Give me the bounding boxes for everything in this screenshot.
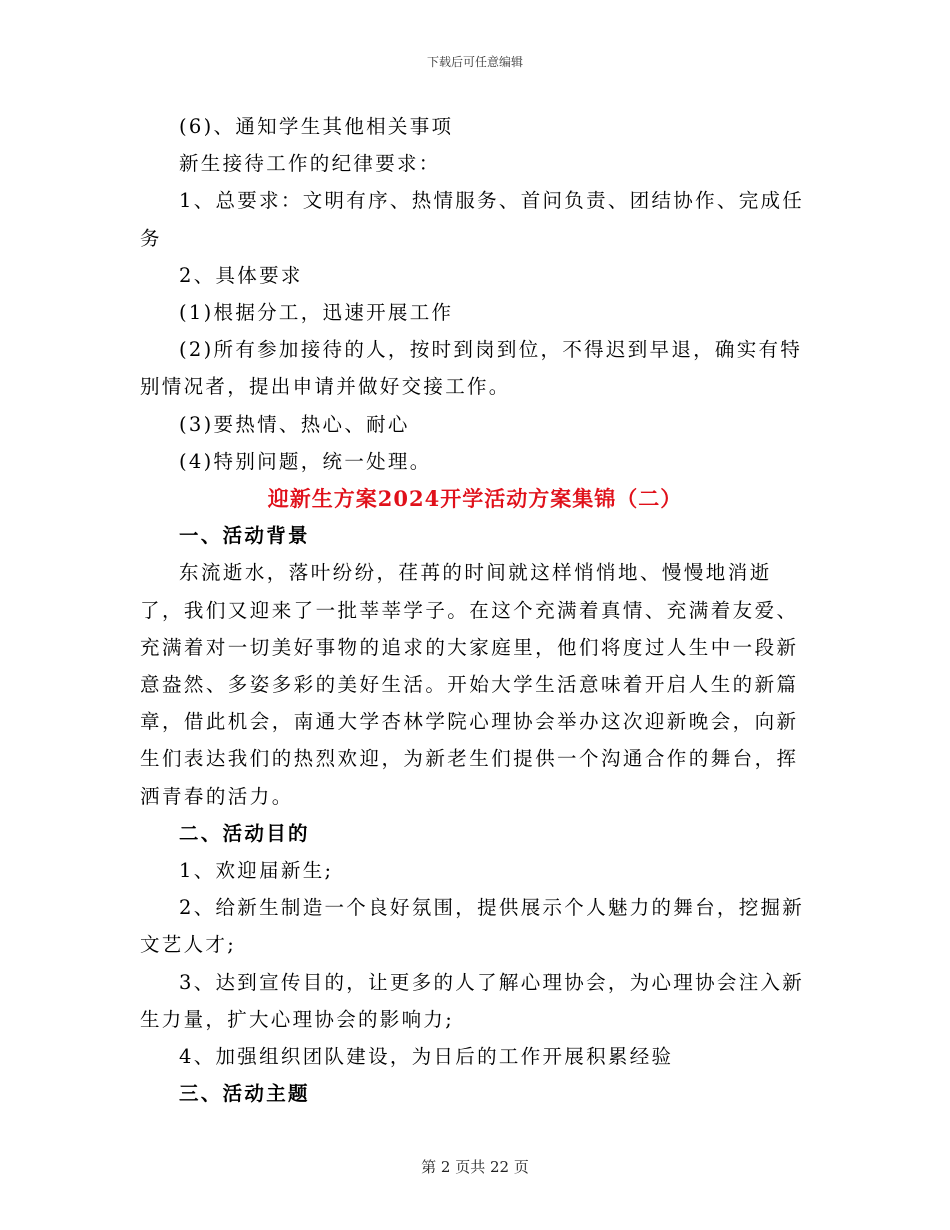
- paragraph: 3、达到宣传目的，让更多的人了解心理协会，为心理协会注入新生力量，扩大心理协会的影响力;: [140, 970, 805, 1031]
- section-heading: 二、活动目的: [179, 821, 310, 845]
- paragraph: 东流逝水，落叶纷纷，荏苒的时间就这样悄悄地、慢慢地消逝了，我们又迎来了一批莘莘学子。在这个充满着真情、充满着友爱、充满着对一切美好事物的追求的大家庭里，他们将度过人生中一段新意盎然、多姿多彩的美好生活。开始大学生活意味着开启人生的新篇章，借此机会，南通大学杏林学院心理协会举办这次迎新晚会，向新生们表达我们的热烈欢迎，为新老生们提供一个沟通合作的舞台，挥洒青春的活力。: [140, 561, 799, 808]
- section-heading: 三、活动主题: [179, 1082, 310, 1106]
- document-body: [140, 108, 810, 1112]
- page-header: 下载后可任意编辑: [426, 55, 523, 69]
- paragraph: (1)根据分工，迅速开展工作: [179, 301, 454, 325]
- paragraph: (3)要热情、热心、耐心: [179, 412, 410, 436]
- paragraph: (4)特别问题，统一处理。: [179, 449, 432, 473]
- paragraph: 1、总要求：文明有序、热情服务、首问负责、团结协作、完成任务: [140, 189, 805, 250]
- paragraph: 4、加强组织团队建设，为日后的工作开展积累经验: [179, 1045, 674, 1069]
- page-footer: 第 2 页共 22 页: [421, 1158, 529, 1176]
- section-title: 迎新生方案2024开学活动方案集锦（二）: [267, 486, 683, 512]
- section-heading: 一、活动背景: [179, 524, 310, 548]
- paragraph: 2、具体要求: [179, 263, 303, 287]
- paragraph: (2)所有参加接待的人，按时到岗到位，不得迟到早退，确实有特别情况者，提出申请并做好交接工作。: [140, 338, 803, 399]
- paragraph: 2、给新生制造一个良好氛围，提供展示个人魅力的舞台，挖掘新文艺人才;: [140, 896, 805, 957]
- paragraph: (6)、通知学生其他相关事项: [179, 115, 454, 138]
- paragraph: 1、欢迎届新生;: [179, 859, 334, 883]
- paragraph: 新生接待工作的纪律要求：: [179, 152, 441, 176]
